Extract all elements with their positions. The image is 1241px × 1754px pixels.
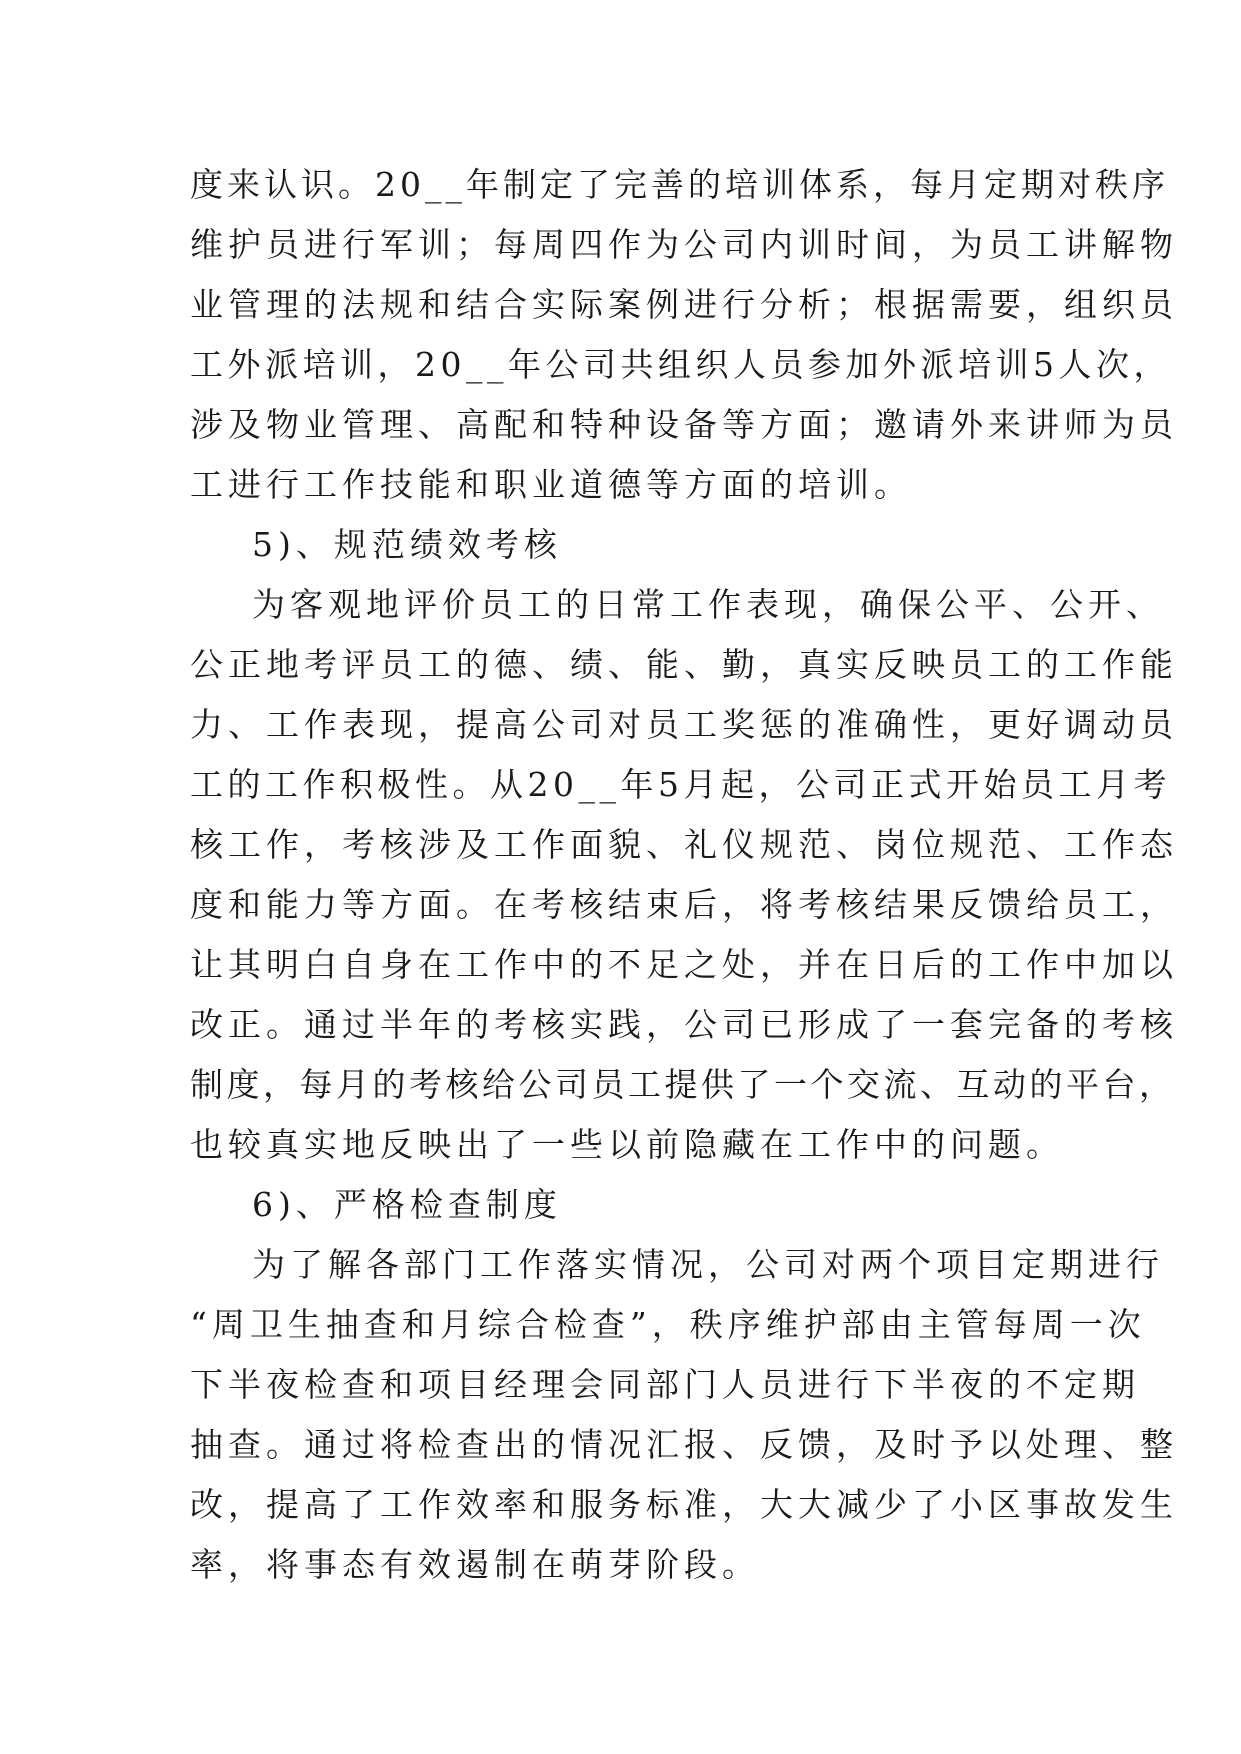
body-text-line: 工的工作积极性。从20__年5月起，公司正式开始员工月考: [190, 765, 1171, 804]
body-text-line: 改正。通过半年的考核实践，公司已形成了一套完备的考核: [190, 1005, 1178, 1044]
body-text-line: 让其明白自身在工作中的不足之处，并在日后的工作中加以: [190, 945, 1178, 984]
body-text-line: 度和能力等方面。在考核结束后，将考核结果反馈给员工，: [190, 885, 1178, 924]
body-text-line: 核工作，考核涉及工作面貌、礼仪规范、岗位规范、工作态: [190, 825, 1178, 864]
body-text-line: 力、工作表现，提高公司对员工奖惩的准确性，更好调动员: [190, 705, 1178, 744]
body-text-line: “周卫生抽查和月综合检查”，秩序维护部由主管每周一次: [190, 1305, 1146, 1344]
body-text-line: 业管理的法规和结合实际案例进行分析；根据需要，组织员: [190, 285, 1178, 324]
body-text-line: 维护员进行军训；每周四作为公司内训时间，为员工讲解物: [190, 225, 1178, 264]
body-text-line: 涉及物业管理、高配和特种设备等方面；邀请外来讲师为员: [190, 405, 1178, 444]
body-text-line: 也较真实地反映出了一些以前隐藏在工作中的问题。: [190, 1125, 1064, 1164]
body-text-line: 度来认识。20__年制定了完善的培训体系，每月定期对秩序: [190, 165, 1169, 204]
section-heading: 6)、严格检查制度: [252, 1185, 562, 1224]
body-text-line: 率，将事态有效遏制在萌芽阶段。: [190, 1545, 760, 1584]
body-text-line: 公正地考评员工的德、绩、能、勤，真实反映员工的工作能: [190, 645, 1178, 684]
body-text-line: 改，提高了工作效率和服务标准，大大减少了小区事故发生: [190, 1485, 1178, 1524]
body-text-line: 制度，每月的考核给公司员工提供了一个交流、互动的平台，: [190, 1065, 1176, 1104]
body-text-line: 抽查。通过将检查出的情况汇报、反馈，及时予以处理、整: [190, 1425, 1178, 1464]
body-text-line: 下半夜检查和项目经理会同部门人员进行下半夜的不定期: [190, 1365, 1140, 1404]
paragraph-first-line: 为客观地评价员工的日常工作表现，确保公平、公开、: [252, 585, 1164, 624]
body-text-line: 工进行工作技能和职业道德等方面的培训。: [190, 465, 912, 504]
paragraph-first-line: 为了解各部门工作落实情况，公司对两个项目定期进行: [252, 1245, 1164, 1284]
body-text-line: 工外派培训，20__年公司共组织人员参加外派培训5人次，: [190, 345, 1171, 384]
section-heading: 5)、规范绩效考核: [252, 525, 562, 564]
